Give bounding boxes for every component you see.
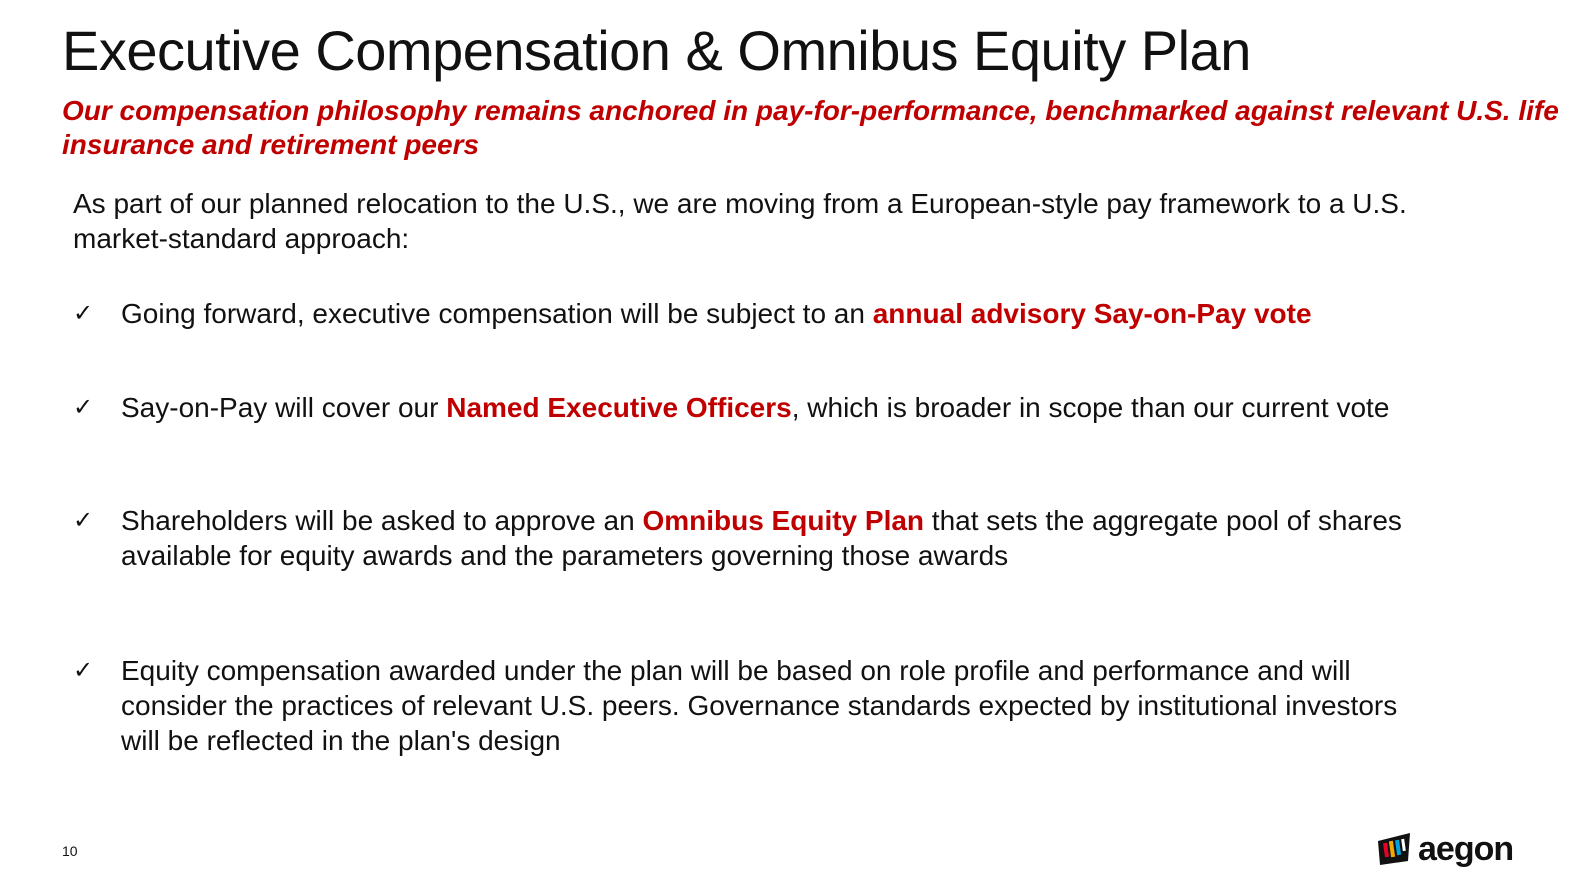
bullet-text-post: that sets the aggregate pool of shares available for equity awards and the parameters governing those awards (121, 505, 1402, 571)
bullet-text (121, 296, 1441, 331)
page-number: 10 (62, 843, 78, 859)
slide-title: Executive Compensation & Omnibus Equity Plan (62, 19, 1251, 82)
bullet-text-pre: Shareholders will be asked to approve an (121, 505, 643, 536)
bullet-text-pre: Equity compensation awarded under the plan will be based on role profile and performance and will consider the practices of relevant U.S. peers. Governance standards expected by institutional investors will be reflected in the plan's design (121, 655, 1398, 756)
bullet-highlight: Named Executive Officers (446, 392, 792, 423)
bullet-highlight: Omnibus Equity Plan (642, 505, 925, 536)
bullet-highlight: annual advisory Say-on-Pay vote (872, 298, 1312, 329)
slide-subtitle: Our compensation philosophy remains anchored in pay-for-performance, benchmarked against relevant U.S. life insurance and retirement peers (62, 95, 1559, 160)
bullet-text (121, 503, 1441, 573)
logo-wordmark: aegon (1418, 830, 1514, 868)
intro-paragraph: As part of our planned relocation to the U.S., we are moving from a European-style pay framework to a U.S. market-standard approach: (73, 188, 1407, 254)
check-icon: ✓ (73, 394, 94, 421)
aegon-logo-mark-icon (1376, 831, 1412, 867)
bullet-text-pre: Say-on-Pay will cover our (121, 392, 447, 423)
bullet-text-pre: Going forward, executive compensation will be subject to an (121, 298, 873, 329)
bullet-text (121, 390, 1441, 425)
bullet-text-post: , which is broader in scope than our current vote (791, 392, 1390, 423)
bullet-text (121, 653, 1441, 758)
check-icon: ✓ (73, 300, 94, 327)
check-icon: ✓ (73, 657, 94, 684)
aegon-logo (1376, 828, 1513, 870)
check-icon: ✓ (73, 507, 94, 534)
